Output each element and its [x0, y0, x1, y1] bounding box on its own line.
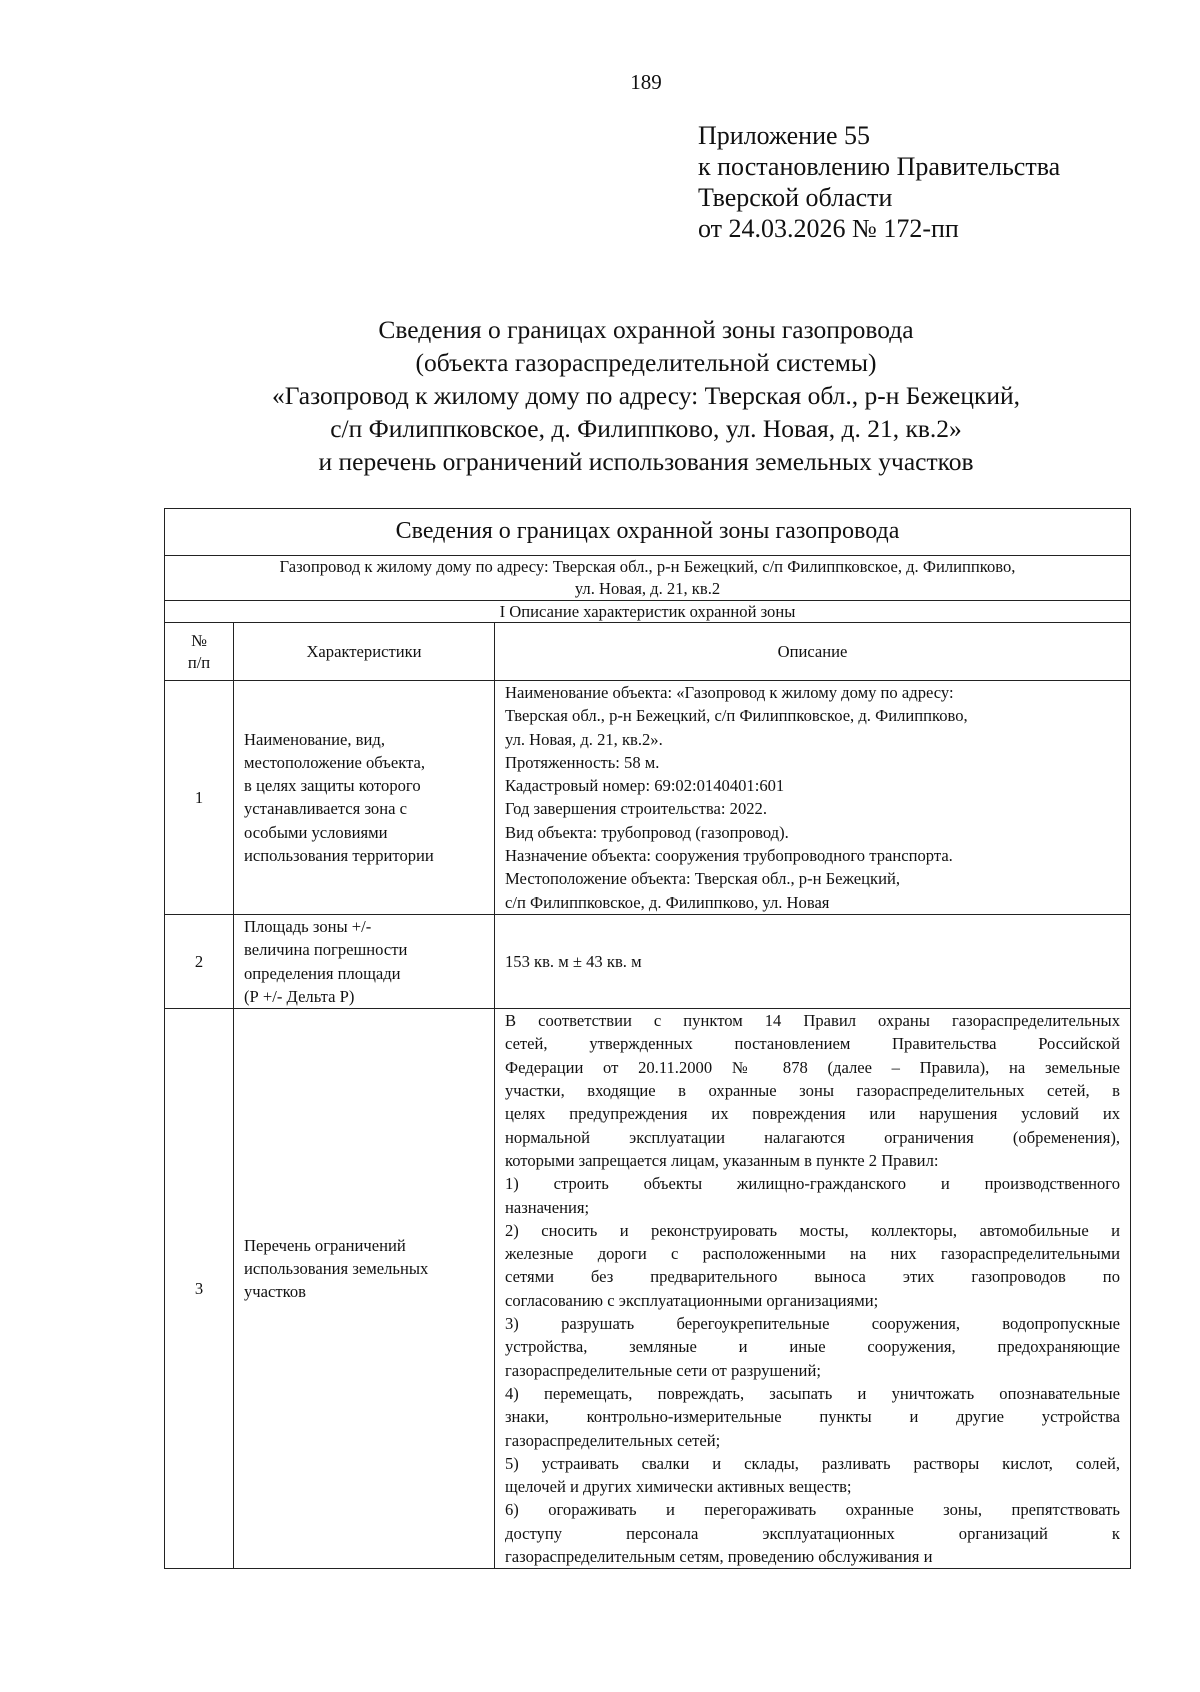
characteristic-line: местоположение объекта,	[244, 752, 426, 772]
appendix-line: Приложение 55	[698, 121, 871, 150]
appendix-header	[698, 120, 1060, 244]
description-line: Протяженность: 58 м.	[505, 752, 660, 772]
description-line: нормальной эксплуатации налагаются ограничения (обременения),	[505, 1127, 1120, 1147]
title-line: (объекта газораспределительной системы)	[415, 348, 877, 377]
table-subcaption-row	[165, 556, 1131, 601]
description-line: которыми запрещается лицам, указанным в пункте 2 Правил:	[505, 1150, 939, 1170]
description-line: 6) огораживать и перегораживать охранные зоны, препятствовать	[505, 1500, 1120, 1520]
title-line: с/п Филиппковское, д. Филиппково, ул. Новая, д. 21, кв.2»	[330, 414, 962, 443]
description-line: Местоположение объекта: Тверская обл., р-н Бежецкий,	[505, 869, 900, 889]
header-num-line: п/п	[187, 652, 211, 672]
characteristic-line: устанавливается зона с	[244, 799, 407, 819]
description-line: сетей, утвержденных постановлением Правительства Российской	[505, 1034, 1120, 1054]
description-line: Год завершения строительства: 2022.	[505, 799, 767, 819]
characteristic-line: использования земельных	[244, 1259, 429, 1279]
description-line: Назначение объекта: сооружения трубопроводного транспорта.	[505, 846, 953, 866]
page-number: 189	[630, 70, 662, 94]
row-characteristic	[234, 1009, 495, 1569]
description-line: целях предупреждения их повреждения или нарушения условий их	[505, 1104, 1120, 1124]
table-body	[165, 681, 1131, 1569]
row-characteristic	[234, 681, 495, 915]
table-caption-row	[165, 509, 1131, 556]
description-line: сетями без предварительного выноса этих газопроводов по	[505, 1267, 1120, 1287]
characteristic-line: участков	[244, 1282, 306, 1302]
description-line: участки, входящие в охранные зоны газораспределительных сетей, в	[505, 1081, 1120, 1101]
characteristic-line: определения площади	[244, 963, 401, 983]
characteristic-line: использования территории	[244, 846, 434, 866]
title-line: и перечень ограничений использования земельных участков	[318, 447, 974, 476]
description-line: 3) разрушать берегоукрепительные сооружения, водопропускные	[505, 1314, 1120, 1334]
characteristic-line: Площадь зоны +/-	[244, 916, 372, 936]
description-line: 1) строить объекты жилищно-гражданского и производственного	[505, 1174, 1120, 1194]
table-subcaption	[165, 556, 1131, 601]
description-line: Вид объекта: трубопровод (газопровод).	[505, 822, 789, 842]
row-description	[495, 681, 1131, 915]
table-row	[165, 681, 1131, 915]
description-line: Наименование объекта: «Газопровод к жилому дому по адресу:	[505, 683, 954, 702]
description-line: знаки, контрольно-измерительные пункты и другие устройства	[505, 1407, 1120, 1427]
subcaption-line: Газопровод к жилому дому по адресу: Тверская обл., р-н Бежецкий, с/п Филиппковское, д. Филиппково,	[279, 557, 1016, 576]
characteristic-line: величина погрешности	[244, 940, 408, 960]
row-number: 3	[165, 1009, 234, 1569]
characteristic-line: Наименование, вид,	[244, 729, 385, 749]
description-line: Тверская обл., р-н Бежецкий, с/п Филиппковское, д. Филиппково,	[505, 706, 968, 726]
description-line: 5) устраивать свалки и склады, разливать растворы кислот, солей,	[505, 1453, 1120, 1473]
description-line: газораспределительных сетей;	[505, 1430, 721, 1450]
header-num	[165, 623, 234, 681]
row-number: 2	[165, 914, 234, 1008]
table-row	[165, 1009, 1131, 1569]
title-line: «Газопровод к жилому дому по адресу: Тверская обл., р-н Бежецкий,	[271, 381, 1021, 410]
table-header-row	[165, 623, 1131, 681]
description-line: В соответствии с пунктом 14 Правил охраны газораспределительных	[505, 1011, 1120, 1031]
description-line: с/п Филиппковское, д. Филиппково, ул. Новая	[505, 892, 830, 912]
description-line: газораспределительным сетям, проведению обслуживания и	[505, 1546, 933, 1566]
row-number: 1	[165, 681, 234, 915]
section-title: I Описание характеристик охранной зоны	[165, 601, 1131, 623]
description-line: железные дороги с расположенными на них газораспределительными	[505, 1244, 1120, 1264]
zone-table	[164, 508, 1131, 1569]
characteristic-line: в целях защиты которого	[244, 776, 421, 796]
description-line: газораспределительные сети от разрушений;	[505, 1360, 821, 1380]
subcaption-line: ул. Новая, д. 21, кв.2	[574, 579, 721, 598]
description-line: доступу персонала эксплуатационных организаций к	[505, 1523, 1120, 1543]
description-line: 2) сносить и реконструировать мосты, коллекторы, автомобильные и	[505, 1220, 1120, 1240]
section-row	[165, 601, 1131, 623]
description-line: щелочей и других химически активных веществ;	[505, 1477, 852, 1497]
document-title	[0, 313, 1200, 478]
header-num-line: №	[191, 630, 207, 650]
description-line: согласованию с эксплуатационными организациями;	[505, 1290, 879, 1310]
appendix-line: к постановлению Правительства	[698, 152, 1061, 181]
characteristic-line: Перечень ограничений	[244, 1235, 406, 1255]
characteristic-line: (Р +/- Дельта Р)	[244, 986, 355, 1006]
description-line: Федерации от 20.11.2000 № 878 (далее – Правила), на земельные	[505, 1057, 1120, 1077]
characteristic-line: особыми условиями	[244, 822, 388, 842]
title-line: Сведения о границах охранной зоны газопровода	[378, 315, 914, 344]
description-line: ул. Новая, д. 21, кв.2».	[505, 729, 663, 749]
appendix-line: от 24.03.2026 № 172-пп	[698, 214, 959, 243]
table-caption: Сведения о границах охранной зоны газопровода	[165, 509, 1131, 556]
row-characteristic	[234, 914, 495, 1008]
description-line: устройства, земляные и иные сооружения, предохраняющие	[505, 1337, 1120, 1357]
header-characteristics: Характеристики	[234, 623, 495, 681]
description-line: 4) перемещать, повреждать, засыпать и уничтожать опознавательные	[505, 1383, 1120, 1403]
description-line: Кадастровый номер: 69:02:0140401:601	[505, 776, 785, 796]
row-description	[495, 914, 1131, 1008]
header-description: Описание	[495, 623, 1131, 681]
row-description	[495, 1009, 1131, 1569]
description-line: 153 кв. м ± 43 кв. м	[505, 951, 642, 971]
appendix-line: Тверской области	[698, 183, 893, 212]
table-row	[165, 914, 1131, 1008]
description-line: назначения;	[505, 1197, 590, 1217]
